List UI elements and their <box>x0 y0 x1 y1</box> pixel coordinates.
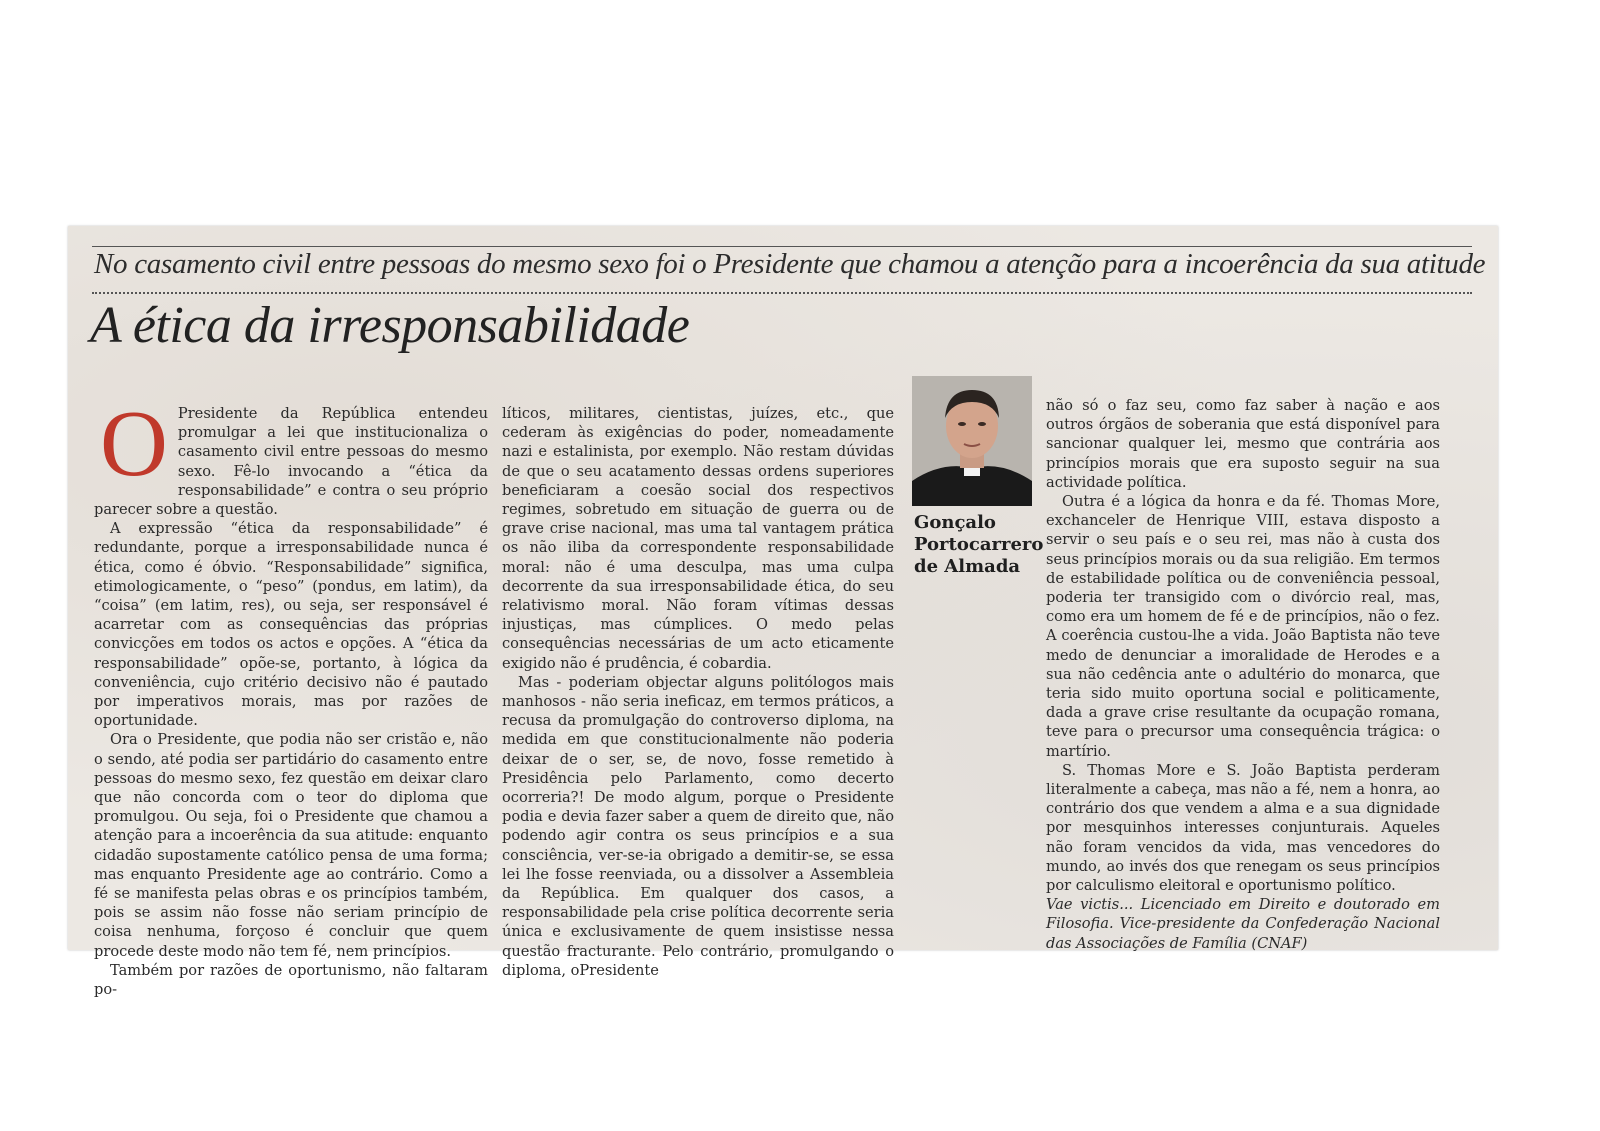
author-name <box>914 512 1044 578</box>
author-name-line: Portocarrero <box>914 534 1044 555</box>
article-column-2 <box>502 404 894 980</box>
kicker: No casamento civil entre pessoas do mesmo sexo foi o Presidente que chamou a atenção para a incoerência da sua atitude <box>94 248 1486 280</box>
article-column-3 <box>1046 396 1440 953</box>
dotted-rule <box>92 292 1472 294</box>
paragraph-text: Presidente da República entendeu promulgar a lei que institucionaliza o casamento civil entre pessoas do mesmo sexo. Fê-lo invocando a “ética da responsabilidade” e contra o seu próprio parecer sobre a questão. <box>94 405 488 519</box>
top-rule <box>92 246 1472 247</box>
newspaper-clipping <box>68 226 1498 999</box>
author-photo <box>912 376 1032 506</box>
paragraph: S. Thomas More e S. João Baptista perderam literalmente a cabeça, mas não a fé, nem a honra, ao contrário dos que vendem a alma e a sua dignidade por mesquinhos interesses conjunturais. Aqueles não foram vencidos da vida, mas vencedores do mundo, ao invés dos que renegam os seus princípios por calculismo eleitoral e oportunismo político. <box>1046 761 1440 895</box>
paragraph <box>94 392 488 519</box>
drop-cap: O <box>100 392 168 496</box>
paragraph: Ora o Presidente, que podia não ser cristão e, não o sendo, até podia ser partidário do casamento entre pessoas do mesmo sexo, fez questão em deixar claro que não concorda com o teor do diploma que promulgou. Ou seja, foi o Presidente que chamou a atenção para a incoerência da sua atitude: enquanto cidadão supostamente católico pensa de uma forma; mas enquanto Presidente age ao contrário. Como a fé se manifesta pelas obras e os princípios também, pois se assim não fosse não seriam princípio de coisa nenhuma, forçoso é concluir que quem procede deste modo não tem fé, nem princípios. <box>94 731 488 960</box>
author-name-line: de Almada <box>914 556 1021 577</box>
author-name-line: Gonçalo <box>914 512 996 533</box>
paragraph: Também por razões de oportunismo, não faltaram po- <box>94 961 488 999</box>
paragraph: não só o faz seu, como faz saber à nação e aos outros órgãos de soberania que está disponível para sancionar qualquer lei, mesmo que contrária aos princípios morais que era suposto seguir na sua actividade política. <box>1046 397 1440 491</box>
paragraph: Mas - poderiam objectar alguns politólogos mais manhosos - não seria ineficaz, em termos práticos, a recusa da promulgação do controverso diploma, na medida em que constitucionalmente não poderia deixar de o ser, se, de novo, fosse remetido à Presidência pelo Parlamento, como decerto ocorreria?! De modo algum, porque o Presidente podia e devia fazer saber a quem de direito que, não podendo agir contra os seus princípios e a sua consciência, ver-se-ia obrigado a demitir-se, se essa lei lhe fosse reenviada, ou a dissolver a Assembleia da República. Em qualquer dos casos, a responsabilidade pela crise política decorrente seria única e exclusivamente de quem insistisse nessa questão fracturante. Pelo contrário, promulgando o diploma, oPresidente <box>502 673 894 979</box>
portrait-image <box>912 376 1032 506</box>
paragraph: Outra é a lógica da honra e da fé. Thomas More, exchanceler de Henrique VIII, estava disposto a servir o seu país e o seu rei, mas não à custa dos seus princípios morais ou da sua religião. Em termos de estabilidade política ou de conveniência pessoal, poderia ter transigido com o divórcio real, mas, como era um homem de fé e de princípios, não o fez. A coerência custou-lhe a vida. João Baptista não teve medo de denunciar a imoralidade de Herodes e a sua não cedência ante o adultério do monarca, que teria sido muito oportuna social e politicamente, dada a grave crise resultante da ocupação romana, teve para o precursor uma consequência trágica: o martírio. <box>1046 493 1440 760</box>
headline: A ética da irresponsabilidade <box>90 297 690 354</box>
author-bio: Vae victis... Licenciado em Direito e doutorado em Filosofia. Vice-presidente da Confederação Nacional das Associações de Família (CNAF) <box>1046 896 1440 952</box>
article-column-1 <box>94 392 488 999</box>
paragraph: líticos, militares, cientistas, juízes, etc., que cederam às exigências do poder, nomeadamente nazi e estalinista, por exemplo. Não restam dúvidas de que o seu acatamento dessas ordens superiores beneficiaram a coesão social dos respectivos regimes, sobretudo em situação de guerra ou de grave crise nacional, mas uma tal vantagem prática os não iliba da correspondente responsabilidade moral: não é uma desculpa, mas uma culpa decorrente da sua irresponsabilidade ética, do seu relativismo moral. Não foram vítimas dessas injustiças, mas cúmplices. O medo pelas consequências necessárias de um acto eticamente exigido não é prudência, é cobardia. <box>502 405 894 672</box>
paragraph: A expressão “ética da responsabilidade” é redundante, porque a irresponsabilidade nunca é ética, como é óbvio. “Responsabilidade” significa, etimologicamente, o “peso” (pondus, em latim), da “coisa” (em latim, res), ou seja, ser responsável é acarretar com as consequências das próprias convicções em todos os actos e opções. A “ética da responsabilidade” opõe-se, portanto, à lógica da conveniência, cujo critério decisivo não é pautado por imperativos morais, mas por razões de oportunidade. <box>94 520 488 730</box>
